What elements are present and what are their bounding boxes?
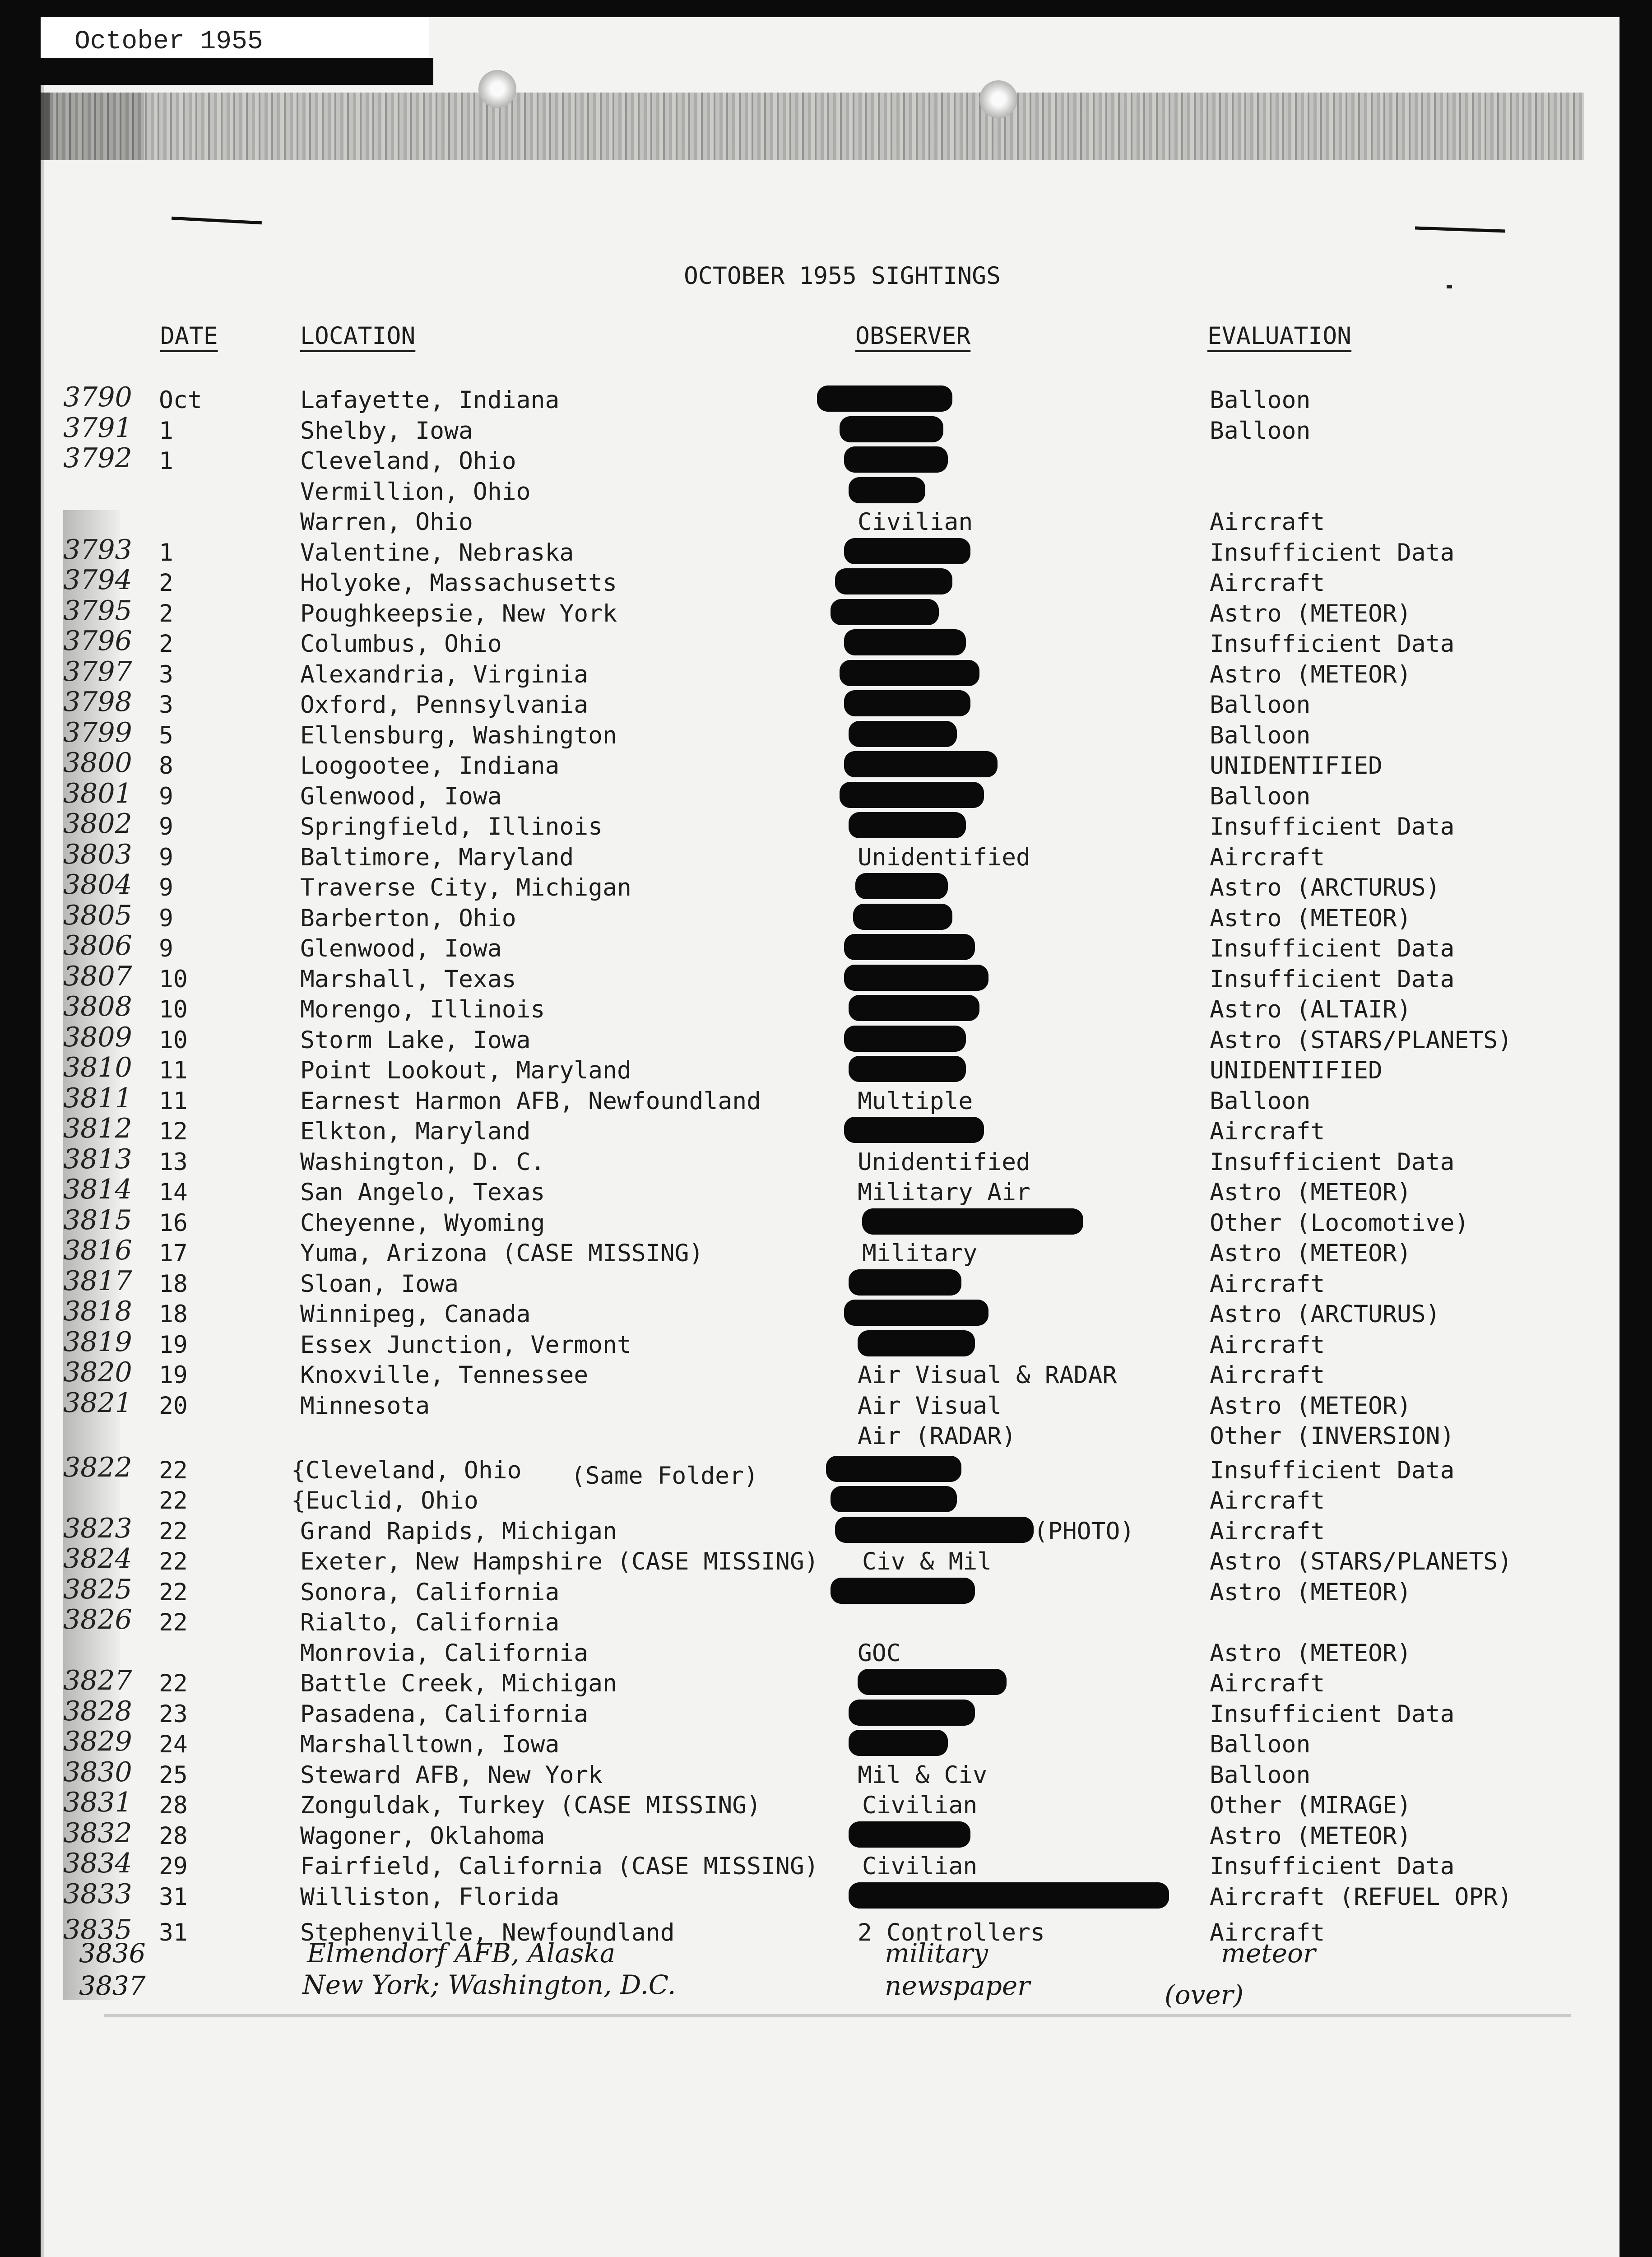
evaluation-cell: Astro (METEOR) — [1210, 660, 1411, 688]
location-cell: Ellensburg, Washington — [300, 721, 617, 749]
date-cell: 22 — [159, 1517, 188, 1545]
redaction-bar — [849, 1269, 961, 1296]
evaluation-cell: Aircraft — [1210, 1919, 1325, 1946]
case-number: 3804 — [63, 869, 132, 901]
observer-cell: Military — [862, 1240, 978, 1267]
case-number: 3802 — [63, 808, 132, 840]
location-cell: Steward AFB, New York — [300, 1761, 603, 1789]
handwritten-observer: military — [885, 1938, 988, 1969]
observer-cell: Multiple — [858, 1087, 973, 1115]
redaction-bar — [817, 385, 952, 412]
column-header-evaluation: EVALUATION — [1207, 322, 1352, 350]
evaluation-cell: Insufficient Data — [1210, 1148, 1455, 1176]
date-cell: 18 — [159, 1300, 188, 1328]
date-cell: 19 — [159, 1361, 188, 1389]
case-number: 3812 — [63, 1113, 132, 1144]
evaluation-cell: Balloon — [1210, 417, 1311, 445]
case-number: 3817 — [63, 1265, 132, 1297]
location-cell: Sonora, California — [300, 1578, 560, 1606]
date-cell: 3 — [159, 691, 173, 719]
date-cell: 22 — [159, 1670, 188, 1697]
case-number: 3800 — [63, 747, 132, 779]
date-cell: 14 — [159, 1179, 188, 1206]
evaluation-cell: Astro (STARS/PLANETS) — [1210, 1548, 1513, 1575]
date-cell: 1 — [159, 447, 173, 475]
location-cell: Traverse City, Michigan — [300, 874, 631, 901]
date-cell: 24 — [159, 1731, 188, 1758]
evaluation-cell: Astro (METEOR) — [1210, 599, 1411, 627]
observer-cell: Air Visual — [858, 1392, 1002, 1420]
margin-mark — [1447, 285, 1452, 288]
handwritten-case-number: 3837 — [79, 1970, 146, 2001]
case-number: 3808 — [63, 991, 132, 1022]
location-cell: Loogootee, Indiana — [300, 752, 560, 780]
location-cell: Cheyenne, Wyoming — [300, 1209, 545, 1237]
location-cell: Stephenville, Newfoundland — [300, 1919, 675, 1946]
evaluation-cell: Astro (STARS/PLANETS) — [1210, 1026, 1513, 1054]
evaluation-cell: Aircraft — [1210, 1670, 1325, 1697]
date-cell: 9 — [159, 782, 173, 810]
evaluation-cell: Insufficient Data — [1210, 1700, 1455, 1728]
evaluation-cell: Insufficient Data — [1210, 1853, 1455, 1880]
observer-cell: Unidentified — [858, 1148, 1030, 1176]
evaluation-cell: Astro (ARCTURUS) — [1210, 1300, 1440, 1328]
redaction-bar — [840, 660, 979, 686]
location-cell: Oxford, Pennsylvania — [300, 691, 589, 719]
evaluation-cell: Aircraft — [1210, 1118, 1325, 1145]
location-cell: Warren, Ohio — [300, 508, 473, 536]
case-number: 3815 — [63, 1204, 132, 1236]
evaluation-cell: Astro (ARCTURUS) — [1210, 874, 1440, 901]
location-cell: Alexandria, Virginia — [300, 660, 589, 688]
evaluation-cell: Aircraft — [1210, 843, 1325, 871]
observer-cell: (PHOTO) — [1034, 1517, 1135, 1545]
date-cell: 1 — [159, 539, 173, 567]
location-cell: Earnest Harmon AFB, Newfoundland — [300, 1087, 761, 1115]
evaluation-cell: Aircraft — [1210, 1361, 1325, 1389]
document-page — [41, 17, 1620, 2257]
handwritten-case-number: 3836 — [79, 1938, 146, 1969]
redaction-bar — [844, 629, 966, 655]
handwritten-evaluation: meteor — [1221, 1938, 1316, 1969]
case-number: 3813 — [63, 1143, 132, 1175]
redaction-bar — [844, 965, 988, 991]
handwritten-location: Elmendorf AFB, Alaska — [307, 1938, 616, 1969]
date-cell: 9 — [159, 935, 173, 962]
date-cell: 8 — [159, 752, 173, 780]
redaction-bar — [844, 1117, 984, 1143]
location-cell: Vermillion, Ohio — [300, 478, 531, 506]
date-cell: 9 — [159, 904, 173, 932]
redaction-bar — [849, 477, 925, 503]
evaluation-cell: Insufficient Data — [1210, 1456, 1455, 1484]
location-cell: Columbus, Ohio — [300, 630, 502, 658]
date-cell: 9 — [159, 813, 173, 841]
same-folder-note: (Same Folder) — [571, 1462, 758, 1490]
date-cell: 1 — [159, 417, 173, 445]
location-cell: Fairfield, California (CASE MISSING) — [300, 1853, 819, 1880]
case-number: 3809 — [63, 1021, 132, 1053]
page-rule — [104, 2014, 1571, 2017]
evaluation-cell: Astro (METEOR) — [1210, 904, 1411, 932]
location-cell: San Angelo, Texas — [300, 1179, 545, 1206]
date-cell: 22 — [159, 1609, 188, 1636]
location-cell: Winnipeg, Canada — [300, 1300, 531, 1328]
evaluation-cell: Astro (METEOR) — [1210, 1822, 1411, 1850]
location-cell: Exeter, New Hampshire (CASE MISSING) — [300, 1548, 819, 1575]
observer-cell: Military Air — [858, 1179, 1030, 1206]
evaluation-cell: Insufficient Data — [1210, 935, 1455, 962]
case-number: 3832 — [63, 1817, 132, 1849]
location-cell: Zonguldak, Turkey (CASE MISSING) — [300, 1792, 761, 1819]
location-cell: Glenwood, Iowa — [300, 782, 502, 810]
case-number: 3792 — [63, 442, 132, 474]
location-cell: Morengo, Illinois — [300, 996, 545, 1023]
date-cell: 2 — [159, 630, 173, 658]
case-number: 3805 — [63, 899, 132, 931]
location-cell: Williston, Florida — [300, 1883, 560, 1911]
location-cell: Poughkeepsie, New York — [300, 599, 617, 627]
case-number: 3806 — [63, 930, 132, 961]
evaluation-cell: Balloon — [1210, 1087, 1311, 1115]
date-cell: 2 — [159, 599, 173, 627]
column-header-observer: OBSERVER — [855, 322, 971, 350]
redaction-bar — [849, 1730, 948, 1756]
redaction-bar — [862, 1208, 1083, 1235]
case-number: 3828 — [63, 1695, 132, 1727]
date-cell: 10 — [159, 965, 188, 993]
location-cell: Shelby, Iowa — [300, 417, 473, 445]
location-cell: Holyoke, Massachusetts — [300, 569, 617, 597]
observer-cell: 2 Controllers — [858, 1919, 1045, 1946]
handwritten-over-note: (over) — [1165, 1979, 1244, 2010]
date-cell: 29 — [159, 1853, 188, 1880]
redaction-bar — [844, 690, 970, 716]
case-number: 3827 — [63, 1665, 132, 1696]
case-number: 3821 — [63, 1387, 132, 1419]
page-title: OCTOBER 1955 SIGHTINGS — [684, 262, 1001, 290]
redaction-bar — [844, 751, 998, 777]
redaction-bar — [835, 1517, 1034, 1543]
redaction-bar — [844, 934, 975, 960]
evaluation-cell: Astro (METEOR) — [1210, 1639, 1411, 1667]
date-cell: 17 — [159, 1240, 188, 1267]
evaluation-cell: UNIDENTIFIED — [1210, 752, 1383, 780]
evaluation-cell: Astro (METEOR) — [1210, 1578, 1411, 1606]
date-cell: 22 — [159, 1548, 188, 1575]
case-number: 3834 — [63, 1848, 132, 1879]
folder-tab-edge — [41, 58, 433, 85]
evaluation-cell: Other (INVERSION) — [1210, 1422, 1455, 1450]
date-cell: 31 — [159, 1883, 188, 1911]
case-number: 3799 — [63, 716, 132, 748]
location-cell: {Cleveland, Ohio — [291, 1456, 522, 1484]
location-cell: Yuma, Arizona (CASE MISSING) — [300, 1240, 704, 1267]
observer-cell: Civ & Mil — [862, 1548, 992, 1575]
date-cell: 22 — [159, 1578, 188, 1606]
evaluation-cell: Insufficient Data — [1210, 539, 1455, 567]
date-cell: 20 — [159, 1392, 188, 1420]
evaluation-cell: Astro (METEOR) — [1210, 1392, 1411, 1420]
date-cell: 28 — [159, 1792, 188, 1819]
date-cell: 22 — [159, 1487, 188, 1514]
date-cell: 13 — [159, 1148, 188, 1176]
location-cell: Marshall, Texas — [300, 965, 516, 993]
date-cell: 9 — [159, 843, 173, 871]
case-number: 3801 — [63, 777, 132, 809]
observer-cell: Mil & Civ — [858, 1761, 988, 1789]
redaction-bar — [849, 1056, 966, 1082]
date-cell: 9 — [159, 874, 173, 901]
date-cell: 11 — [159, 1087, 188, 1115]
observer-cell: Air Visual & RADAR — [858, 1361, 1117, 1389]
case-number: 3825 — [63, 1573, 132, 1605]
evaluation-cell: Astro (METEOR) — [1210, 1240, 1411, 1267]
redaction-bar — [835, 568, 952, 594]
evaluation-cell: Balloon — [1210, 1731, 1311, 1758]
observer-cell: GOC — [858, 1639, 901, 1667]
evaluation-cell: Other (Locomotive) — [1210, 1209, 1469, 1237]
location-cell: Elkton, Maryland — [300, 1118, 531, 1145]
date-cell: 5 — [159, 721, 173, 749]
date-cell: 23 — [159, 1700, 188, 1728]
binding-strip — [50, 93, 1584, 160]
case-number: 3798 — [63, 686, 132, 718]
location-cell: Point Lookout, Maryland — [300, 1057, 631, 1084]
evaluation-cell: Balloon — [1210, 386, 1311, 414]
case-number: 3814 — [63, 1174, 132, 1205]
case-number: 3833 — [63, 1878, 132, 1910]
evaluation-cell: UNIDENTIFIED — [1210, 1057, 1383, 1084]
location-cell: Baltimore, Maryland — [300, 843, 574, 871]
redaction-bar — [858, 1330, 975, 1356]
date-cell: 16 — [159, 1209, 188, 1237]
location-cell: Wagoner, Oklahoma — [300, 1822, 545, 1850]
date-cell: 11 — [159, 1057, 188, 1084]
evaluation-cell: Aircraft — [1210, 508, 1325, 536]
date-cell: 31 — [159, 1919, 188, 1946]
column-header-location: LOCATION — [300, 322, 416, 350]
redaction-bar — [853, 904, 952, 930]
case-number: 3796 — [63, 625, 132, 657]
redaction-bar — [849, 1700, 975, 1726]
redaction-bar — [831, 599, 939, 625]
redaction-bar — [831, 1486, 957, 1512]
evaluation-cell: Astro (METEOR) — [1210, 1179, 1411, 1206]
evaluation-cell: Aircraft (REFUEL OPR) — [1210, 1883, 1513, 1911]
punch-hole — [979, 80, 1017, 118]
date-cell: 28 — [159, 1822, 188, 1850]
case-number: 3823 — [63, 1512, 132, 1544]
location-cell: Sloan, Iowa — [300, 1270, 459, 1298]
redaction-bar — [826, 1456, 961, 1482]
date-cell: 12 — [159, 1118, 188, 1145]
location-cell: Battle Creek, Michigan — [300, 1670, 617, 1697]
location-cell: Storm Lake, Iowa — [300, 1026, 531, 1054]
date-cell: 3 — [159, 660, 173, 688]
redaction-bar — [858, 1669, 1007, 1695]
observer-cell: Air (RADAR) — [858, 1422, 1016, 1450]
observer-cell: Unidentified — [858, 843, 1030, 871]
case-number: 3829 — [63, 1726, 132, 1757]
evaluation-cell: Other (MIRAGE) — [1210, 1792, 1411, 1819]
date-cell: 25 — [159, 1761, 188, 1789]
case-number: 3790 — [63, 381, 132, 413]
evaluation-cell: Aircraft — [1210, 1487, 1325, 1514]
case-number: 3826 — [63, 1604, 132, 1635]
column-header-date: DATE — [160, 322, 218, 350]
location-cell: Essex Junction, Vermont — [300, 1331, 631, 1359]
location-cell: Grand Rapids, Michigan — [300, 1517, 617, 1545]
location-cell: Glenwood, Iowa — [300, 935, 502, 962]
redaction-bar — [844, 1300, 988, 1326]
redaction-bar — [849, 1821, 970, 1848]
case-number: 3830 — [63, 1756, 132, 1788]
case-number: 3831 — [63, 1787, 132, 1818]
evaluation-cell: Insufficient Data — [1210, 630, 1455, 658]
date-cell: 10 — [159, 1026, 188, 1054]
date-cell: 22 — [159, 1456, 188, 1484]
case-number: 3818 — [63, 1296, 132, 1327]
redaction-bar — [831, 1578, 975, 1604]
location-cell: Knoxville, Tennessee — [300, 1361, 589, 1389]
case-number: 3795 — [63, 594, 132, 627]
evaluation-cell: Insufficient Data — [1210, 965, 1455, 993]
redaction-bar — [855, 873, 948, 899]
evaluation-cell: Astro (ALTAIR) — [1210, 996, 1411, 1023]
observer-cell: Civilian — [858, 508, 973, 536]
location-cell: Cleveland, Ohio — [300, 447, 516, 475]
redaction-bar — [844, 446, 948, 473]
case-number: 3822 — [63, 1451, 132, 1483]
evaluation-cell: Aircraft — [1210, 1517, 1325, 1545]
date-cell: 2 — [159, 569, 173, 597]
date-cell: 10 — [159, 996, 188, 1023]
date-cell: 18 — [159, 1270, 188, 1298]
case-number: 3810 — [63, 1052, 132, 1083]
location-cell: Monrovia, California — [300, 1639, 589, 1667]
case-number: 3819 — [63, 1326, 132, 1358]
location-cell: Springfield, Illinois — [300, 813, 603, 841]
evaluation-cell: Insufficient Data — [1210, 813, 1455, 841]
evaluation-cell: Balloon — [1210, 1761, 1311, 1789]
evaluation-cell: Aircraft — [1210, 569, 1325, 597]
redaction-bar — [849, 995, 979, 1021]
handwritten-location: New York; Washington, D.C. — [302, 1969, 676, 2000]
case-number: 3794 — [63, 564, 132, 596]
location-cell: Barberton, Ohio — [300, 904, 516, 932]
location-cell: Minnesota — [300, 1392, 430, 1420]
location-cell: Valentine, Nebraska — [300, 539, 574, 567]
handwritten-observer: newspaper — [885, 1970, 1030, 2001]
observer-cell: Civilian — [862, 1853, 978, 1880]
date-cell: 19 — [159, 1331, 188, 1359]
evaluation-cell: Aircraft — [1210, 1331, 1325, 1359]
location-cell: {Euclid, Ohio — [291, 1487, 478, 1514]
redaction-bar — [840, 782, 984, 808]
redaction-bar — [844, 1026, 966, 1052]
case-number: 3835 — [63, 1914, 132, 1946]
location-cell: Marshalltown, Iowa — [300, 1731, 560, 1758]
case-number: 3807 — [63, 960, 132, 992]
date-cell: Oct — [159, 386, 202, 414]
case-number: 3816 — [63, 1235, 132, 1266]
case-number: 3803 — [63, 838, 132, 870]
case-number: 3811 — [63, 1082, 132, 1114]
case-number: 3824 — [63, 1543, 132, 1574]
case-number: 3793 — [63, 534, 132, 566]
evaluation-cell: Balloon — [1210, 721, 1311, 749]
case-number: 3791 — [63, 412, 132, 444]
observer-cell: Civilian — [862, 1792, 978, 1819]
folder-tab-label: October 1955 — [74, 27, 263, 56]
evaluation-cell: Aircraft — [1210, 1270, 1325, 1298]
evaluation-cell: Balloon — [1210, 782, 1311, 810]
redaction-bar — [840, 416, 943, 442]
location-cell: Rialto, California — [300, 1609, 560, 1636]
location-cell: Washington, D. C. — [300, 1148, 545, 1176]
redaction-bar — [849, 721, 957, 747]
case-number: 3797 — [63, 655, 132, 687]
location-cell: Lafayette, Indiana — [300, 386, 560, 414]
redaction-bar — [844, 538, 970, 564]
redaction-bar — [849, 812, 966, 838]
location-cell: Pasadena, California — [300, 1700, 589, 1728]
redaction-bar — [849, 1882, 1169, 1909]
punch-hole — [478, 70, 516, 108]
evaluation-cell: Balloon — [1210, 691, 1311, 719]
case-number: 3820 — [63, 1356, 132, 1388]
